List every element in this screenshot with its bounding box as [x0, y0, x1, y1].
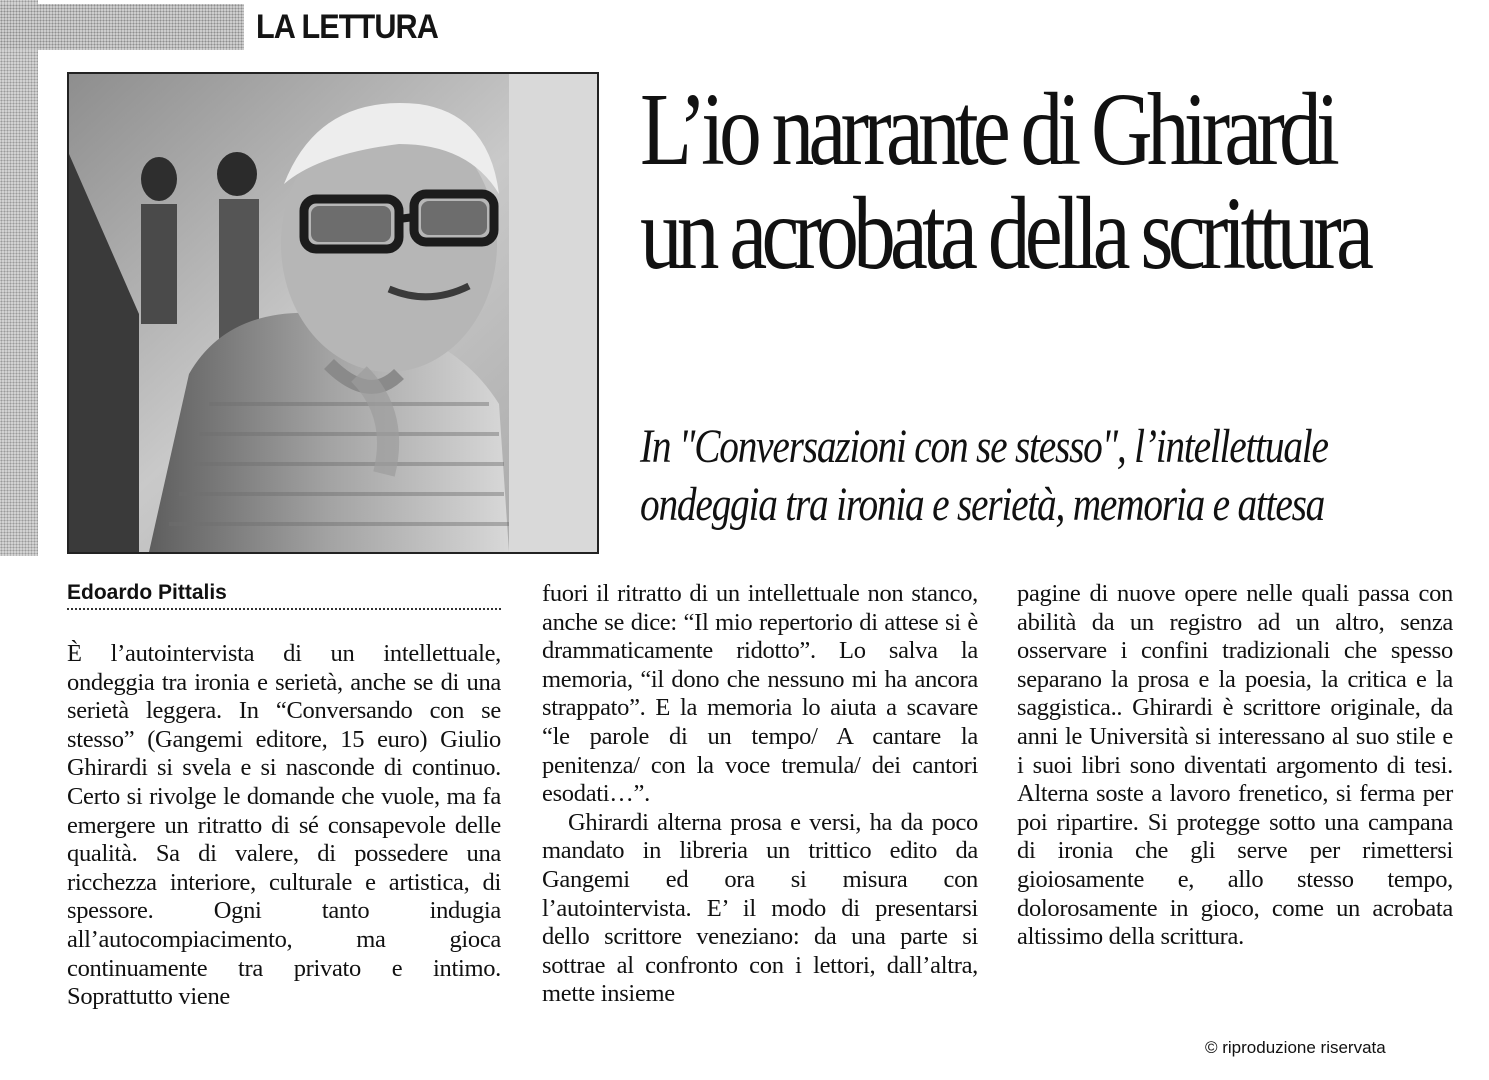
- subheadline: [640, 418, 1460, 534]
- paragraph: È l’autointervista di un intellettuale, ondeggia tra ironia e serietà, anche se di una serietà leggera. In “Conversando con se stesso” (Gangemi editore, 15 euro) Giulio Ghirardi si svela e si nasconde di continuo. Certo si rivolge le domande che vuole, ma fa emergere un ritratto di sé consapevole delle qualità. Sa di valere, di possedere una ricchezza interiore, culturale e artistica, di spessore. Ogni tanto indugia all’autocompiacimento, ma gioca continuamente tra privato e intimo. Soprattutto viene: [67, 640, 501, 1011]
- subheadline-line-1: In "Conversazioni con se stesso", l’intellettuale: [640, 420, 1328, 473]
- copyright-notice: © riproduzione riservata: [1205, 1038, 1386, 1057]
- section-label: LA LETTURA: [256, 8, 438, 46]
- subheadline-line-2: ondeggia tra ironia e serietà, memoria e attesa: [640, 478, 1325, 531]
- paragraph: pagine di nuove opere nelle quali passa con abilità da un registro ad un altro, senza osservare i confini tradizionali che spesso separano la prosa e la poesia, la critica e la saggistica.. Ghirardi è scrittore originale, da anni le Università si interessano al suo stile e i suoi libri sono diventati argomento di tesi. Alterna soste a lavoro frenetico, si ferma per poi ripartire. Si protegge sotto una campana di ironia che gli serve per rimettersi gioiosamente e, allo stesso tempo, dolorosamente in gioco, come un acrobata altissimo della scrittura.: [1017, 580, 1453, 951]
- paragraph: fuori il ritratto di un intellettuale non stanco, anche se dice: “Il mio repertorio di attese si è drammaticamente ridotto”. Lo salva la memoria, “il dono che nessuno mi ha ancora strappato”. E la memoria lo aiuta a scavare “le parole di un tempo/ A cantare la penitenza/ con la voce tremula/ dei cantori esodati…”.: [542, 580, 978, 808]
- headline-line-2: un acrobata della scrittura: [640, 176, 1369, 291]
- byline: Edoardo Pittalis: [67, 580, 501, 610]
- portrait-photo-icon: [69, 74, 597, 552]
- section-header-bar: [0, 4, 244, 50]
- author-portrait-photo: [67, 72, 599, 554]
- article-column-2: [542, 580, 978, 1009]
- halftone-margin-strip: [0, 0, 38, 556]
- article-column-3: [1017, 580, 1453, 952]
- paragraph: Ghirardi alterna prosa e versi, ha da poco mandato in libreria un trittico edito da Gangemi ed ora si misura con l’autointervista. E’ il modo di presentarsi dello scrittore veneziano: da una parte si sottrae al confronto con i lettori, dall’altra, mette insieme: [542, 808, 978, 1008]
- headline: [640, 72, 1369, 291]
- headline-line-1: L’io narrante di Ghirardi: [640, 72, 1335, 187]
- article-column-1: [67, 640, 501, 1012]
